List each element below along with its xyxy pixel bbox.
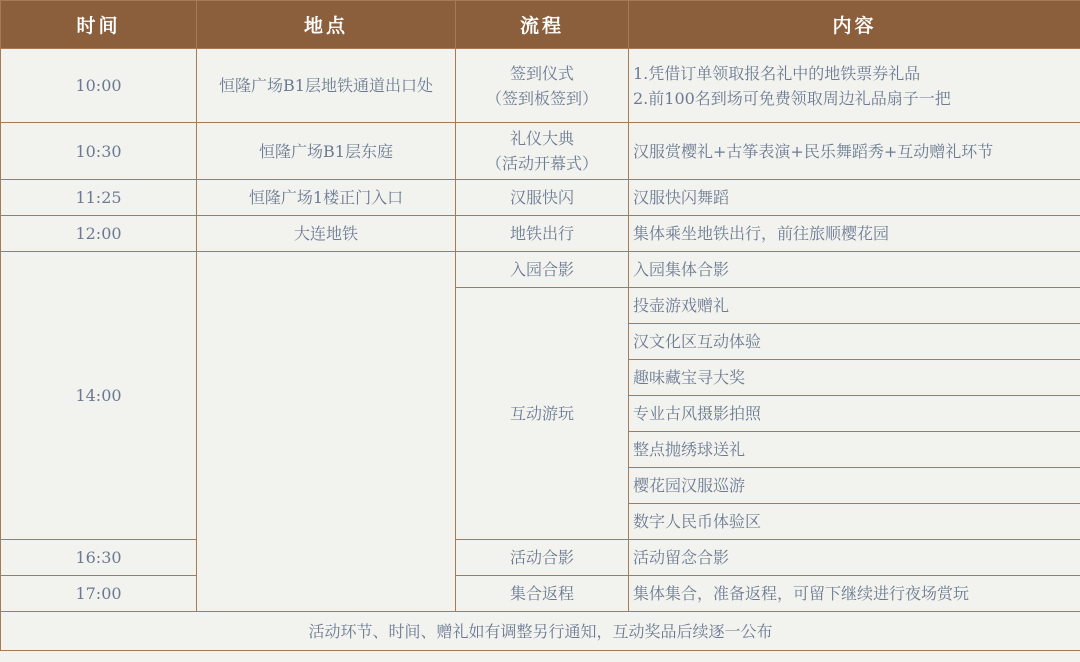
- header-content: 内容: [629, 1, 1080, 49]
- time-cell: 16:30: [1, 540, 197, 576]
- process-cell: 集合返程: [456, 576, 629, 612]
- header-process: 流程: [456, 1, 629, 49]
- time-cell: 11:25: [1, 180, 197, 216]
- content-cell: 汉服快闪舞蹈: [629, 180, 1080, 216]
- table-row: [1, 540, 1080, 576]
- game-item: 趣味藏宝寻大奖: [629, 360, 1080, 396]
- header-time: 时间: [1, 1, 197, 49]
- time-cell: 10:30: [1, 123, 197, 180]
- process-subtext: （活动开幕式）: [485, 154, 598, 173]
- game-item: 整点抛绣球送礼: [629, 432, 1080, 468]
- time-cell: 14:00: [1, 252, 197, 540]
- process-cell: 地铁出行: [456, 216, 629, 252]
- table-row: [1, 49, 1080, 123]
- process-cell: 活动合影: [456, 540, 629, 576]
- content-cell: [629, 49, 1080, 123]
- content-cell: 集体乘坐地铁出行，前往旅顺樱花园: [629, 216, 1080, 252]
- place-cell: 恒隆广场1楼正门入口: [197, 180, 456, 216]
- place-cell: 恒隆广场B1层东庭: [197, 123, 456, 180]
- content-cell: 汉服赏樱礼+古筝表演+民乐舞蹈秀+互动赠礼环节: [629, 123, 1080, 180]
- table-row: [1, 123, 1080, 180]
- table-row: [1, 216, 1080, 252]
- process-text: 礼仪大典: [509, 129, 574, 148]
- table-row: [1, 576, 1080, 612]
- process-text: 签到仪式: [509, 63, 574, 83]
- place-cell: 大连地铁: [197, 216, 456, 252]
- game-item: 专业古风摄影拍照: [629, 396, 1080, 432]
- place-cell: 恒隆广场B1层地铁通道出口处: [197, 49, 456, 123]
- game-item: 樱花园汉服巡游: [629, 468, 1080, 504]
- time-cell: 17:00: [1, 576, 197, 612]
- process-cell: [456, 123, 629, 180]
- footer-note: 活动环节、时间、赠礼如有调整另行通知，互动奖品后续逐一公布: [1, 612, 1080, 651]
- table-row: [1, 252, 1080, 288]
- content-cell: 集体集合，准备返程，可留下继续进行夜场赏玩: [629, 576, 1080, 612]
- header-place: 地点: [197, 1, 456, 49]
- time-cell: 10:00: [1, 49, 197, 123]
- process-cell: 入园合影: [456, 252, 629, 288]
- content-cell: 活动留念合影: [629, 540, 1080, 576]
- process-cell: 互动游玩: [456, 288, 629, 540]
- time-cell: 12:00: [1, 216, 197, 252]
- content-cell: 入园集体合影: [629, 252, 1080, 288]
- game-item: 数字人民币体验区: [629, 504, 1080, 540]
- header-row: [1, 1, 1080, 49]
- place-cell-empty: [197, 252, 456, 612]
- table-row: [1, 180, 1080, 216]
- game-item: 投壶游戏赠礼: [629, 288, 1080, 324]
- process-cell: 汉服快闪: [456, 180, 629, 216]
- game-item: 汉文化区互动体验: [629, 324, 1080, 360]
- process-subtext: （签到板签到）: [485, 88, 598, 108]
- content-text: 2.前100名到场可免费领取周边礼品扇子一把: [633, 88, 951, 108]
- content-text: 1.凭借订单领取报名礼中的地铁票券礼品: [633, 63, 921, 83]
- footer-row: [1, 612, 1080, 651]
- process-cell: [456, 49, 629, 123]
